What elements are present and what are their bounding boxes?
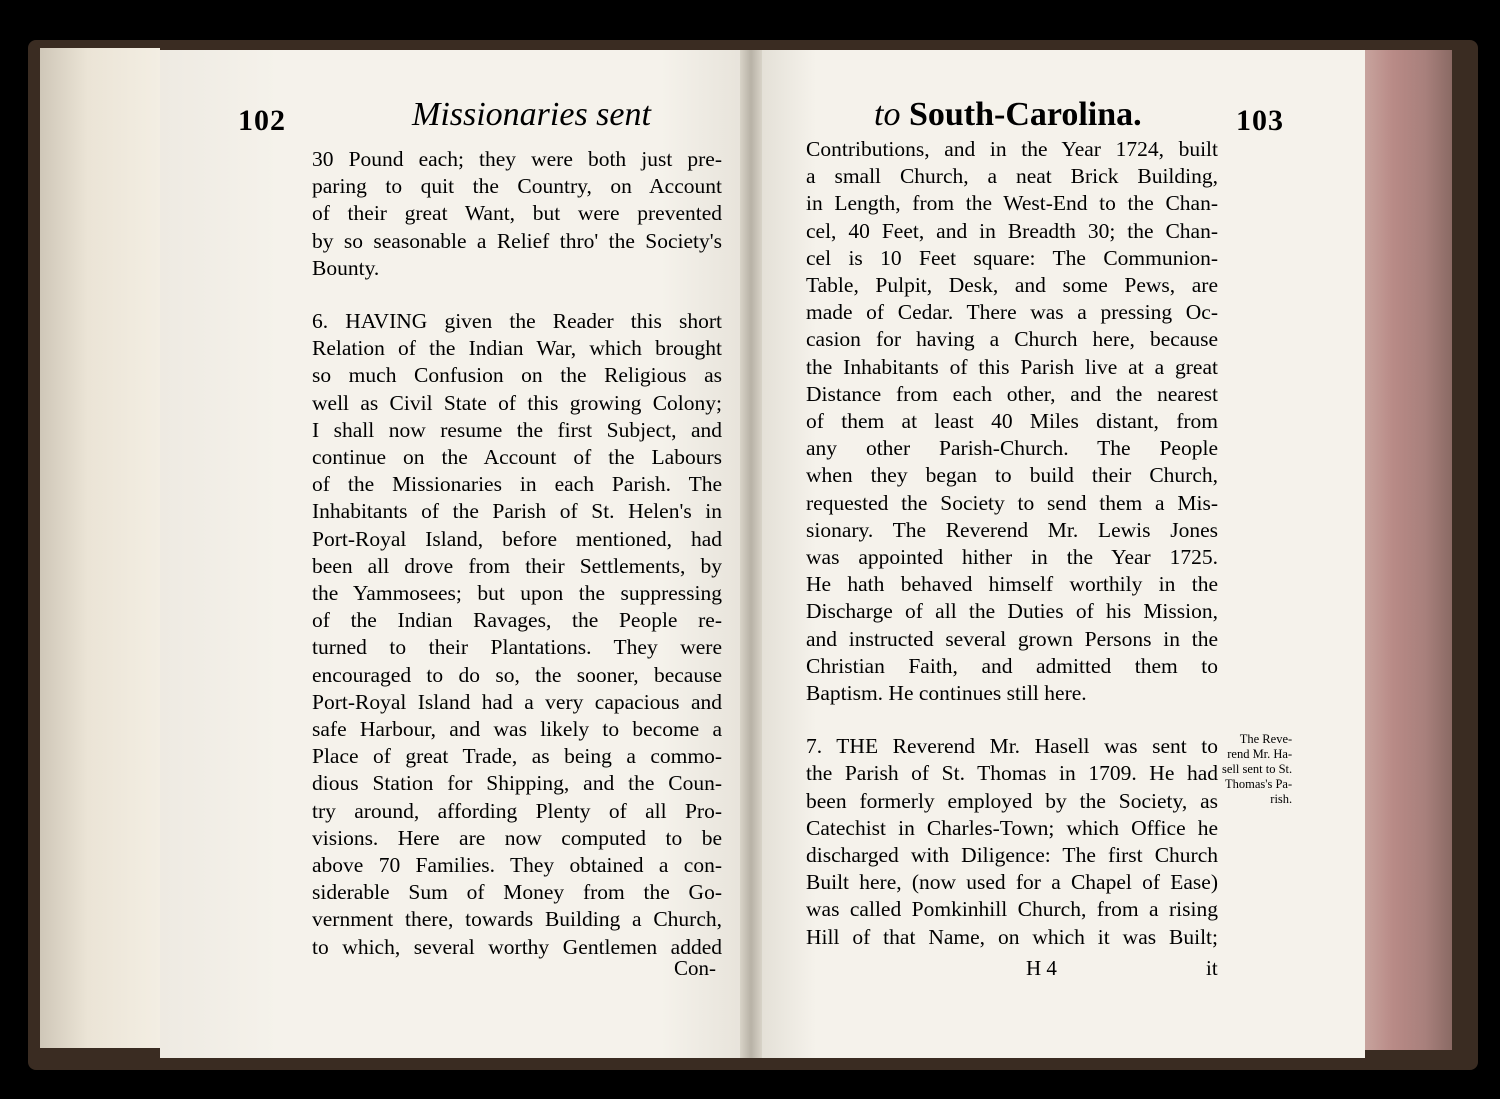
text-line: been all drove from their Settlements, by <box>312 553 722 578</box>
text-line: of them at least 40 Miles distant, from <box>806 409 1218 433</box>
book-gutter <box>740 50 762 1058</box>
text-line: safe Harbour, and was likely to become a <box>312 717 722 741</box>
text-line: try around, affording Plenty of all Pro- <box>312 798 722 823</box>
text-line: discharged with Diligence: The first Church <box>806 843 1218 867</box>
text-line: siderable Sum of Money from the Go- <box>312 880 722 905</box>
text-line: any other Parish-Church. The People <box>806 436 1218 461</box>
right-page-edges <box>1362 50 1452 1050</box>
text-line: by so seasonable a Relief thro' the Society's <box>312 228 722 253</box>
text-line: vernment there, towards Building a Church, <box>312 907 722 932</box>
right-catchword: it <box>1206 956 1218 980</box>
left-page-number: 102 <box>238 104 286 137</box>
text-line: turned to their Plantations. They were <box>312 635 722 660</box>
text-line: Hill of that Name, on which it was Built; <box>806 924 1218 949</box>
text-line: Place of great Trade, as being a commo- <box>312 744 722 769</box>
text-line: Bounty. <box>312 255 380 280</box>
margin-note-line: rend Mr. Ha- <box>1227 747 1293 761</box>
text-line: of the Missionaries in each Parish. The <box>312 472 722 497</box>
text-line: the Parish of St. Thomas in 1709. He had <box>806 761 1218 786</box>
margin-note-line: sell sent to St. <box>1222 762 1293 776</box>
text-line: I shall now resume the first Subject, and <box>312 417 722 442</box>
right-page-number: 103 <box>1236 104 1284 137</box>
text-line: dious Station for Shipping, and the Coun- <box>312 771 722 796</box>
text-line: 6. HAVING given the Reader this short <box>312 309 722 333</box>
text-line: Christian Faith, and admitted them to <box>806 653 1218 678</box>
text-line: cel is 10 Feet square: The Communion- <box>806 245 1218 270</box>
text-line: 7. THE Reverend Mr. Hasell was sent to <box>806 734 1218 759</box>
text-line: Port-Royal Island, before mentioned, had <box>312 526 722 551</box>
text-line: the Yammosees; but upon the suppressing <box>312 581 722 605</box>
text-line: sionary. The Reverend Mr. Lewis Jones <box>806 517 1218 542</box>
text-line: Contributions, and in the Year 1724, built <box>806 137 1218 161</box>
right-running-head-title: South-Carolina. <box>908 96 1142 133</box>
right-running-head-italic: to <box>874 96 901 133</box>
text-line: the Inhabitants of this Parish live at a great <box>806 354 1218 379</box>
margin-note-line: The Reve- <box>1239 732 1293 746</box>
margin-note-line: rish. <box>1270 792 1293 806</box>
text-line: Catechist in Charles-Town; which Office he <box>806 815 1218 840</box>
text-line: Discharge of all the Duties of his Mission, <box>806 599 1218 624</box>
show-through-text <box>200 670 203 684</box>
text-line: made of Cedar. There was a pressing Oc- <box>806 300 1218 325</box>
text-line: paring to quit the Country, on Account <box>312 174 722 199</box>
right-running-head <box>874 96 1142 134</box>
text-line: visions. Here are now computed to be <box>312 825 722 850</box>
text-line: Relation of the Indian War, which brought <box>312 336 722 361</box>
text-line: casion for having a Church here, because <box>806 327 1218 352</box>
text-line: of the Indian Ravages, the People re- <box>312 608 722 633</box>
text-line: and instructed several grown Persons in the <box>806 626 1218 651</box>
text-line: to which, several worthy Gentlemen added <box>312 934 722 959</box>
text-line: Baptism. He continues still here. <box>806 681 1087 705</box>
text-line: in Length, from the West-End to the Chan- <box>806 191 1218 216</box>
text-line: well as Civil State of this growing Colony; <box>312 390 722 415</box>
text-line: He hath behaved himself worthily in the <box>806 572 1218 597</box>
text-line: encouraged to do so, the sooner, because <box>312 662 722 687</box>
text-line: Built here, (now used for a Chapel of Ease) <box>806 870 1218 895</box>
text-line: cel, 40 Feet, and in Breadth 30; the Chan- <box>806 218 1218 243</box>
text-line: requested the Society to send them a Mis- <box>806 490 1218 515</box>
text-line: Inhabitants of the Parish of St. Helen's in <box>312 499 722 524</box>
text-line: was appointed hither in the Year 1725. <box>806 545 1218 569</box>
text-line: so much Confusion on the Religious as <box>312 363 722 388</box>
signature-mark: H 4 <box>1026 956 1057 980</box>
margin-note <box>1222 732 1292 807</box>
text-line: when they began to build their Church, <box>806 463 1218 488</box>
left-page-edges <box>40 48 160 1048</box>
left-running-head: Missionaries sent <box>412 96 651 133</box>
text-line: Port-Royal Island had a very capacious and <box>312 689 722 714</box>
text-line: of their great Want, but were prevented <box>312 201 722 226</box>
text-line: 30 Pound each; they were both just pre- <box>312 147 722 171</box>
text-line: Distance from each other, and the nearest <box>806 381 1218 406</box>
text-line: was called Pomkinhill Church, from a rising <box>806 897 1218 922</box>
text-line: continue on the Account of the Labours <box>312 445 722 469</box>
text-line: been formerly employed by the Society, as <box>806 788 1218 813</box>
text-line: a small Church, a neat Brick Building, <box>806 164 1218 189</box>
text-line: Table, Pulpit, Desk, and some Pews, are <box>806 273 1218 297</box>
text-line: above 70 Families. They obtained a con- <box>312 853 722 877</box>
margin-note-line: Thomas's Pa- <box>1224 777 1293 791</box>
left-catchword: Con- <box>674 956 716 980</box>
